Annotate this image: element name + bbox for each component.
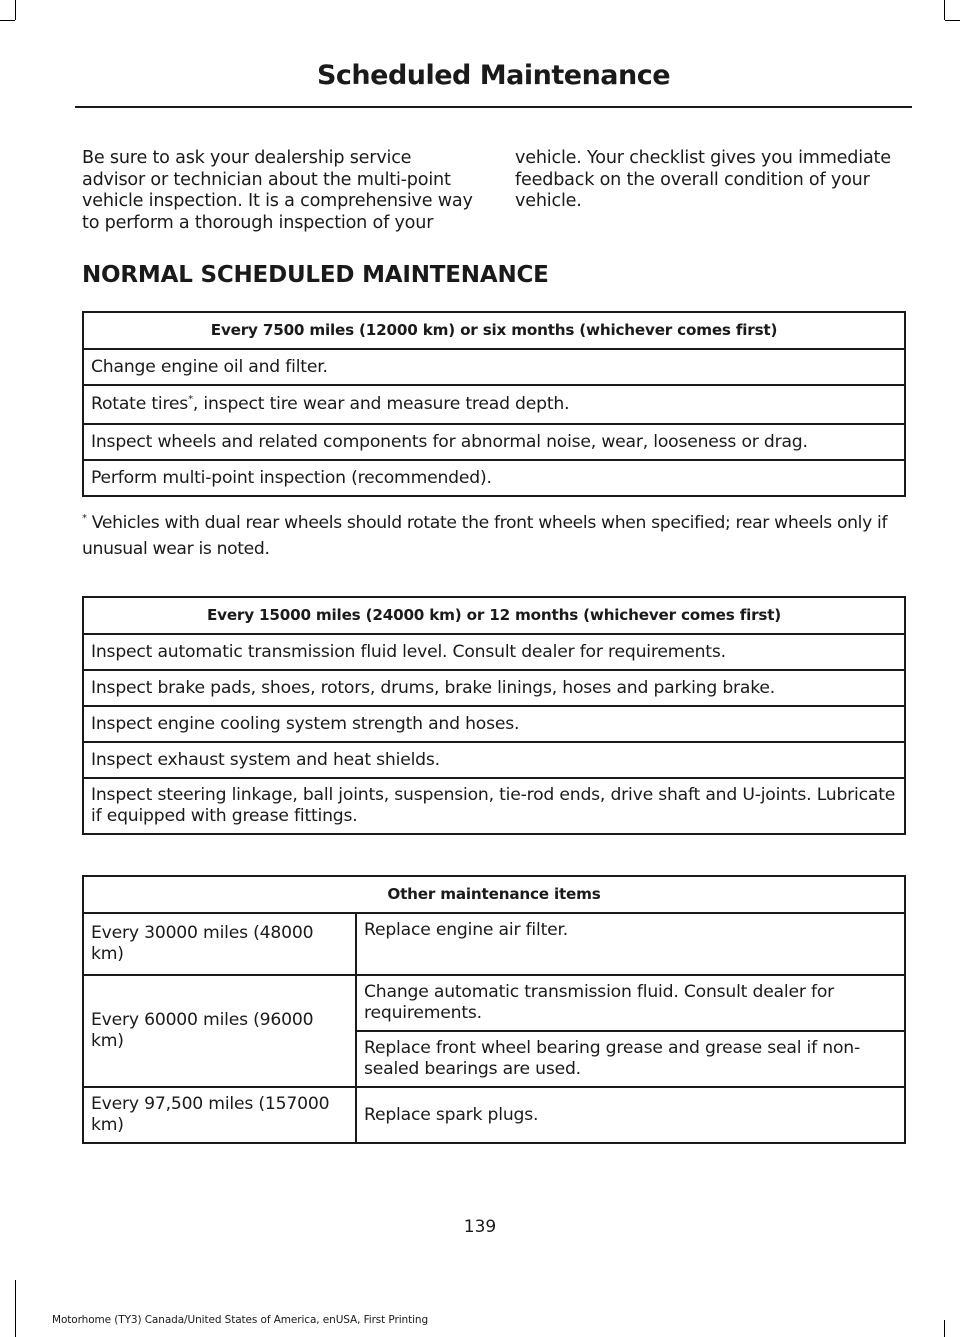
task-cell: Replace spark plugs. <box>356 1087 905 1143</box>
table-row <box>83 634 905 670</box>
task-cell: Change automatic transmission fluid. Consult dealer for requirements. <box>356 975 905 1031</box>
crop-mark <box>944 0 945 20</box>
publication-info: Motorhome (TY3) Canada/United States of America, enUSA, First Printing <box>52 1314 429 1326</box>
crop-mark <box>944 1320 945 1337</box>
table-header: Every 15000 miles (24000 km) or 12 months (whichever comes first) <box>83 597 905 634</box>
section-heading: NORMAL SCHEDULED MAINTENANCE <box>82 262 549 288</box>
table-row <box>83 424 905 460</box>
table-row <box>83 385 905 424</box>
table-header-row <box>83 312 905 349</box>
table-header: Other maintenance items <box>83 876 905 913</box>
interval-cell: Every 97,500 miles (157000 km) <box>83 1087 356 1143</box>
footnote-marker: * <box>82 513 87 524</box>
table-cell: Inspect automatic transmission fluid level. Consult dealer for requirements. <box>83 634 905 670</box>
page-title: Scheduled Maintenance <box>316 60 671 91</box>
table-cell <box>83 385 905 424</box>
table-header-row <box>83 597 905 634</box>
interval-cell: Every 60000 miles (96000 km) <box>83 975 356 1087</box>
page-number: 139 <box>463 1217 497 1237</box>
footnote <box>82 510 912 562</box>
interval-cell: Every 30000 miles (48000 km) <box>83 913 356 975</box>
table-cell: Inspect steering linkage, ball joints, suspension, tie-rod ends, drive shaft and U-joints. Lubricate if equipped with grease fittings. <box>83 778 905 834</box>
crop-mark <box>0 20 15 21</box>
table-row <box>83 1087 905 1143</box>
crop-mark <box>945 20 960 21</box>
cell-text: Rotate tires <box>91 394 189 414</box>
other-maintenance-table <box>82 875 906 1144</box>
table-cell: Perform multi-point inspection (recommended). <box>83 460 905 496</box>
table-row <box>83 913 905 975</box>
footnote-marker: * <box>188 394 193 405</box>
task-cell: Replace engine air filter. <box>356 913 905 975</box>
intro-paragraph <box>82 148 906 234</box>
table-row <box>83 975 905 1031</box>
table-header-row <box>83 876 905 913</box>
maintenance-table-15000 <box>82 596 906 835</box>
table-header: Every 7500 miles (12000 km) or six months (whichever comes first) <box>83 312 905 349</box>
crop-mark <box>15 1280 16 1337</box>
header-rule <box>75 106 912 108</box>
table-cell: Inspect brake pads, shoes, rotors, drums, brake linings, hoses and parking brake. <box>83 670 905 706</box>
crop-mark <box>15 0 16 20</box>
table-row <box>83 460 905 496</box>
table-row <box>83 349 905 385</box>
table-cell: Inspect exhaust system and heat shields. <box>83 742 905 778</box>
table-cell: Inspect engine cooling system strength and hoses. <box>83 706 905 742</box>
task-cell: Replace front wheel bearing grease and grease seal if non-sealed bearings are used. <box>356 1031 905 1087</box>
table-row <box>83 670 905 706</box>
table-cell: Change engine oil and filter. <box>83 349 905 385</box>
intro-text: Be sure to ask your dealership service advisor or technician about the multi-point vehicle inspection. It is a comprehensive way to perform a thorough inspection of your vehicle. Your checklist gives you immediate feedback on the overall condition of your vehicle. <box>82 148 891 233</box>
table-row <box>83 706 905 742</box>
table-cell: Inspect wheels and related components for abnormal noise, wear, looseness or drag. <box>83 424 905 460</box>
table-row <box>83 778 905 834</box>
footnote-text: Vehicles with dual rear wheels should rotate the front wheels when specified; rear wheels only if unusual wear is noted. <box>82 513 888 559</box>
cell-text: , inspect tire wear and measure tread depth. <box>192 394 570 414</box>
maintenance-table-7500 <box>82 311 906 497</box>
table-row <box>83 742 905 778</box>
